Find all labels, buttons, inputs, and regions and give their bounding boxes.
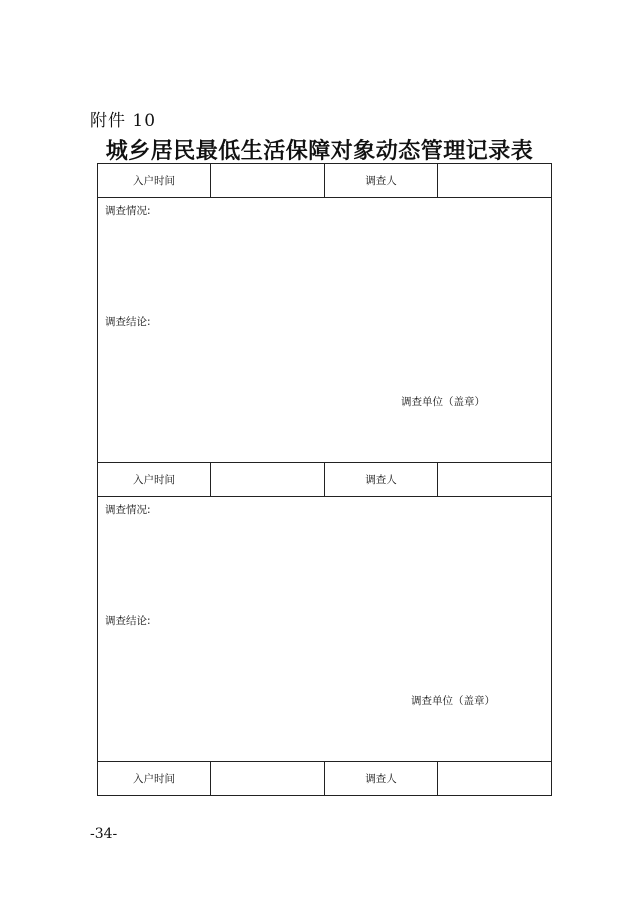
record-table: [97, 163, 552, 796]
unit-stamp-label: 调查单位（盖章）: [411, 695, 495, 707]
unit-stamp-label: 调查单位（盖章）: [401, 396, 485, 408]
entry-time-field[interactable]: [211, 762, 325, 796]
situation-label: 调查情况:: [105, 205, 151, 217]
entry-time-label: 入户时间: [98, 762, 211, 796]
info-row-1: [98, 164, 552, 198]
entry-time-field[interactable]: [211, 463, 325, 497]
entry-time-field[interactable]: [211, 164, 325, 198]
investigator-field[interactable]: [438, 164, 552, 198]
investigation-row-1: [98, 198, 552, 463]
entry-time-label: 入户时间: [98, 463, 211, 497]
conclusion-label: 调查结论:: [105, 316, 151, 328]
investigator-field[interactable]: [438, 463, 552, 497]
attachment-label: 附件 10: [90, 111, 157, 131]
situation-label: 调查情况:: [105, 504, 151, 516]
investigator-field[interactable]: [438, 762, 552, 796]
page-number: -34-: [90, 826, 118, 842]
investigator-label: 调查人: [325, 463, 438, 497]
info-row-2: [98, 463, 552, 497]
investigation-cell[interactable]: [98, 497, 552, 762]
investigation-row-2: [98, 497, 552, 762]
conclusion-label: 调查结论:: [105, 615, 151, 627]
investigator-label: 调查人: [325, 762, 438, 796]
investigator-label: 调查人: [325, 164, 438, 198]
investigation-cell[interactable]: [98, 198, 552, 463]
entry-time-label: 入户时间: [98, 164, 211, 198]
info-row-3: [98, 762, 552, 796]
page-title: 城乡居民最低生活保障对象动态管理记录表: [105, 138, 534, 164]
